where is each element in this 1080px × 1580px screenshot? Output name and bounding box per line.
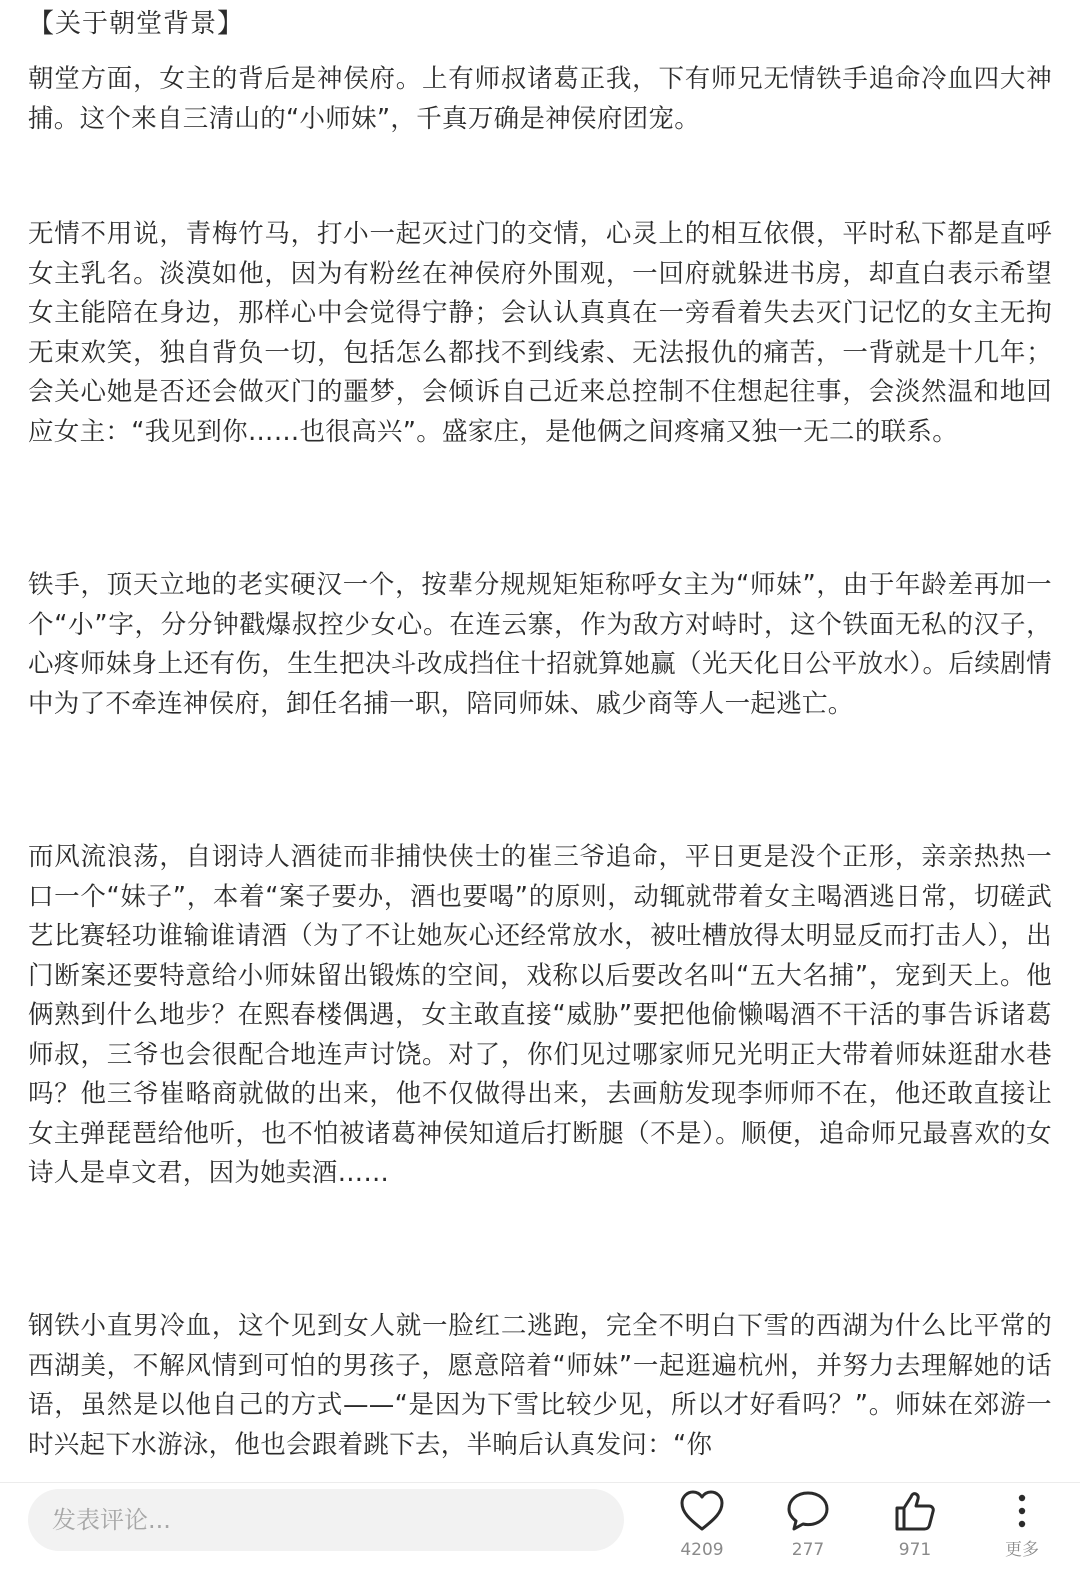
section-heading: 【关于朝堂背景】 — [28, 9, 245, 39]
like-button[interactable] — [662, 1489, 742, 1575]
like-count: 4209 — [680, 1540, 724, 1560]
paragraph-court: 朝堂方面，女主的背后是神侯府。上有师叔诸葛正我，下有师兄无情铁手追命冷血四大神捕。这个来自三清山的“小师妹”，千真万确是神侯府团宠。 — [28, 64, 1052, 134]
speech-bubble-icon — [785, 1489, 831, 1533]
paragraph-lengxue: 钢铁小直男冷血，这个见到女人就一脸红二逃跑，完全不明白下雪的西湖为什么比平常的西湖美，不解风情到可怕的男孩子，愿意陪着“师妹”一起逛遍杭州，并努力去理解她的话语，虽然是以他自己的方式——“是因为下雪比较少见，所以才好看吗？”。师妹在郊游一时兴起下水游泳，他也会跟着跳下去，半晌后认真发问：“你 — [28, 1311, 1052, 1460]
more-vertical-icon — [999, 1489, 1045, 1533]
paragraph-wuqing: 无情不用说，青梅竹马，打小一起灭过门的交情，心灵上的相互依偎，平时私下都是直呼女主乳名。淡漠如他，因为有粉丝在神侯府外围观，一回府就躲进书房，却直白表示希望女主能陪在身边，那样心中会觉得宁静；会认认真真在一旁看着失去灭门记忆的女主无拘无束欢笑，独自背负一切，包括怎么都找不到线索、无法报仇的痛苦，一背就是十几年；会关心她是否还会做灭门的噩梦，会倾诉自己近来总控制不住想起往事，会淡然温和地回应女主：“我见到你……也很高兴”。盛家庄，是他俩之间疼痛又独一无二的联系。 — [28, 219, 1052, 447]
more-label: 更多 — [1005, 1540, 1039, 1560]
upvote-count: 971 — [898, 1540, 932, 1560]
paragraph-zhuiming: 而风流浪荡，自诩诗人酒徒而非捕快侠士的崔三爷追命，平日更是没个正形，亲亲热热一口一个“妹子”，本着“案子要办，酒也要喝”的原则，动辄就带着女主喝酒逃日常，切磋武艺比赛轻功谁输谁请酒（为了不让她灰心还经常放水，被吐槽放得太明显反而打击人），出门断案还要特意给小师妹留出锻炼的空间，戏称以后要改名叫“五大名捕”，宠到天上。他俩熟到什么地步？在熙春楼偶遇，女主敢直接“威胁”要把他偷懒喝酒不干活的事告诉诸葛师叔，三爷也会很配合地连声讨饶。对了，你们见过哪家师兄光明正大带着师妹逛甜水巷吗？他三爷崔略商就做的出来，他不仅做得出来，去画舫发现李师师不在，他还敢直接让女主弹琵琶给他听，也不怕被诸葛神侯知道后打断腿（不是）。顺便，追命师兄最喜欢的女诗人是卓文君，因为她卖酒…… — [28, 842, 1052, 1188]
comment-button[interactable] — [768, 1489, 848, 1575]
more-button[interactable] — [982, 1489, 1062, 1575]
bottom-action-bar — [0, 1482, 1080, 1580]
comment-count: 277 — [791, 1540, 825, 1560]
upvote-button[interactable] — [875, 1489, 955, 1575]
thumbs-up-icon — [892, 1489, 938, 1533]
paragraph-tieshou: 铁手，顶天立地的老实硬汉一个，按辈分规规矩矩称呼女主为“师妹”，由于年龄差再加一个“小”字，分分钟戳爆叔控少女心。在连云寨，作为敌方对峙时，这个铁面无私的汉子，心疼师妹身上还有伤，生生把决斗改成挡住十招就算她赢（光天化日公平放水）。后续剧情中为了不牵连神侯府，卸任名捕一职，陪同师妹、戚少商等人一起逃亡。 — [28, 570, 1052, 719]
comment-input[interactable] — [28, 1489, 624, 1551]
heart-icon — [679, 1489, 725, 1533]
